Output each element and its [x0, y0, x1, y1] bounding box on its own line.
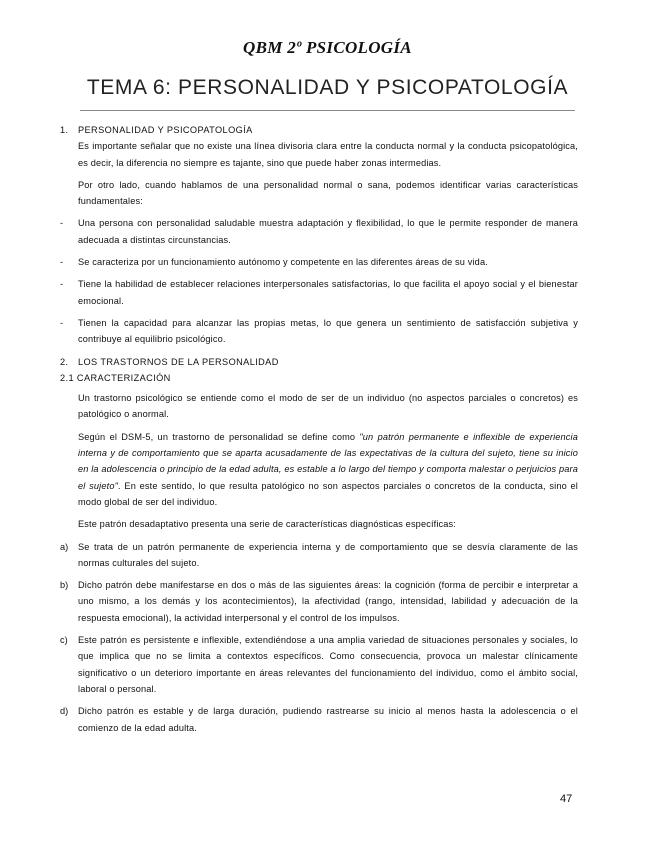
list-item	[60, 254, 578, 270]
bullet-text: Una persona con personalidad saludable muestra adaptación y flexibilidad, lo que le permite responder de manera adecuada a distintas circunstancias.	[78, 218, 578, 245]
list-item	[60, 577, 578, 626]
bullet-text: Tienen la capacidad para alcanzar las propias metas, lo que genera un sentimiento de satisfacción subjetiva y contribuye al equilibrio psicológico.	[78, 317, 578, 345]
bullet-mark: -	[60, 257, 64, 268]
list-item-text: Dicho patrón debe manifestarse en dos o más de las siguientes áreas: la cognición (forma de percibir e interpretar a uno mismo, a los demás y los acontecimientos), la afectividad (rango, intensidad, labilidad y adecuación de la respuesta emocional), la actividad interpersonal y el control de los impulsos.	[78, 580, 578, 623]
document-header: QBM 2º PSICOLOGÍA	[243, 38, 412, 57]
title-divider	[80, 110, 575, 111]
list-item	[60, 632, 578, 697]
list-marker: c)	[60, 635, 68, 646]
bullet-text: Se caracteriza por un funcionamiento autónomo y competente en las diferentes áreas de su vida.	[78, 257, 488, 268]
section-2-heading	[60, 354, 578, 370]
paragraph: Por otro lado, cuando hablamos de una personalidad normal o sana, podemos identificar varias características fundamentales:	[78, 179, 578, 207]
list-marker: a)	[60, 541, 69, 552]
list-item	[60, 703, 578, 736]
list-item	[60, 215, 578, 248]
bullet-mark: -	[60, 218, 64, 229]
dsm5-definition-paragraph	[78, 429, 578, 510]
section-number: 1.	[60, 125, 69, 135]
list-item-text: Se trata de un patrón permanente de experiencia interna y de comportamiento que se desvía claramente de las normas culturales del sujeto.	[78, 541, 578, 568]
page-title: TEMA 6: PERSONALIDAD Y PSICOPATOLOGÍA	[86, 76, 569, 99]
section-title: PERSONALIDAD Y PSICOPATOLOGÍA	[78, 125, 253, 135]
bullet-text: Tiene la habilidad de establecer relaciones interpersonales satisfactorias, lo que facilita el apoyo social y el bienestar emocional.	[78, 279, 578, 306]
paragraph-start: Según el DSM-5, un trastorno de personalidad se define como	[78, 431, 360, 442]
list-marker: d)	[60, 706, 69, 717]
bullet-mark: -	[60, 317, 64, 328]
dsm5-quote: "un patrón permanente e inflexible de experiencia interna y de comportamiento que se aparta acusadamente de las expectativas de la cultura del sujeto, tiene su inicio en la adolescencia o principio de la edad adulta, es estable a lo largo del tiempo y comporta malestar o perjuicios para el sujeto"	[78, 431, 578, 491]
page-number: 47	[560, 793, 573, 805]
document-body	[60, 120, 578, 742]
bullet-mark: -	[60, 279, 64, 290]
section-number: 2.	[60, 356, 69, 367]
paragraph-end: . En este sentido, lo que resulta patológico no son aspectos parciales o concretos de la conducta, sino el modo global de ser del individuo.	[78, 480, 579, 507]
list-item	[60, 315, 578, 348]
list-item	[60, 276, 578, 309]
section-1-heading	[60, 122, 578, 138]
paragraph: Este patrón desadaptativo presenta una serie de características diagnósticas específicas:	[78, 519, 456, 530]
list-item-text: Dicho patrón es estable y de larga duración, pudiendo rastrearse su inicio al menos hasta la adolescencia o el comienzo de la edad adulta.	[78, 706, 578, 733]
paragraph: Es importante señalar que no existe una línea divisoria clara entre la conducta normal y la conducta psicopatológica, es decir, la diferencia no siempre es tajante, sino que puede haber zonas intermedias.	[78, 141, 578, 168]
list-marker: b)	[60, 580, 69, 591]
section-title: LOS TRASTORNOS DE LA PERSONALIDAD	[78, 356, 279, 367]
list-item	[60, 539, 578, 572]
subsection-heading: 2.1 CARACTERIZACIÓN	[60, 372, 171, 383]
paragraph: Un trastorno psicológico se entiende como el modo de ser de un individuo (no aspectos parciales o concretos) es patológico o anormal.	[78, 393, 578, 420]
list-item-text: Este patrón es persistente e inflexible, extendiéndose a una amplia variedad de situaciones personales y sociales, lo que implica que no se limita a contextos específicos. Como consecuencia, provoca un malestar clínicamente significativo o un deterioro importante en áreas relevantes del funcionamiento del individuo, como el ámbito social, laboral o personal.	[78, 635, 578, 694]
